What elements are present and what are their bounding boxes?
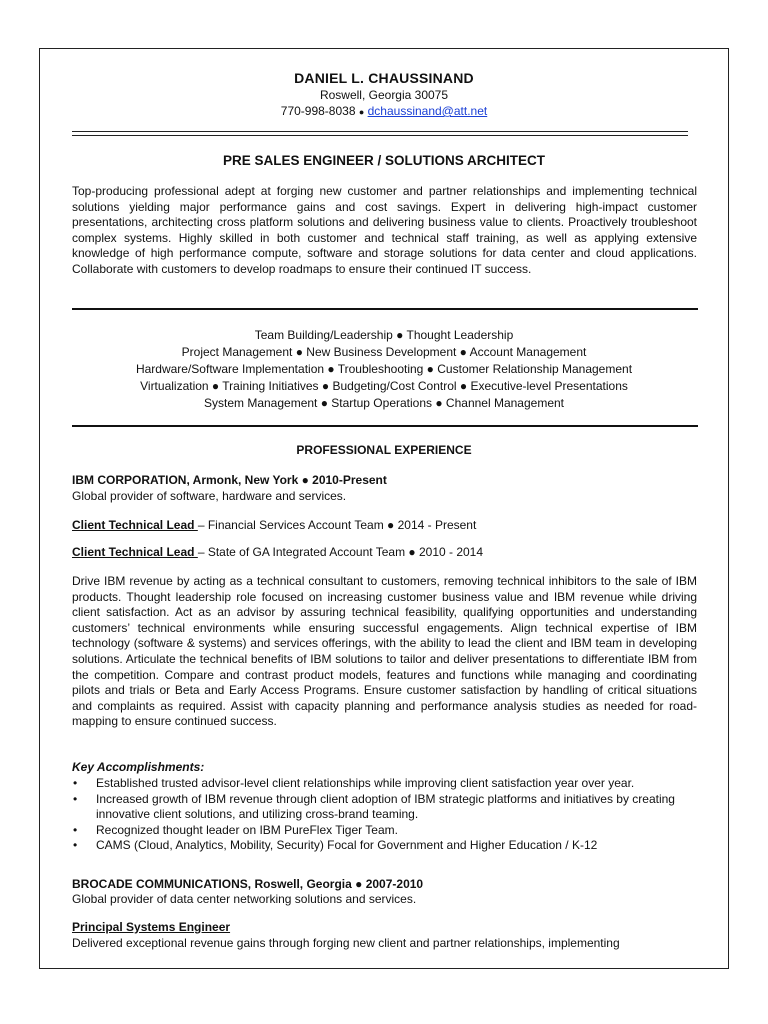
skills-line: Project Management ● New Business Development ● Account Management [181,345,587,359]
candidate-name: DANIEL L. CHAUSSINAND [294,70,474,86]
header-rule-top [72,131,688,132]
skills-line: System Management ● Startup Operations ● Channel Management [203,396,565,410]
bullet-glyph: • [73,776,78,790]
accomplishments-list [72,776,697,854]
accomplishment-text: Established trusted advisor-level client relationships while improving client satisfaction year over year. [96,776,635,790]
bullet-glyph: • [73,838,78,853]
summary-paragraph: Top-producing professional adept at forging new customer and partner relationships and implementing technical solutions yielding major performance gains and cost savings. Expert in delivering high-impact customer presentations, architecting cross platform solutions and delivering business value to clients. Proactively troubleshoot complex systems. Highly skilled in both customer and technical staff training, as well as applying extensive knowledge of high performance compute, software and storage solutions for data center and cloud applications. Collaborate with customers to develop roadmaps to ensure their continued IT success. [72,184,697,276]
role-detail: – State of GA Integrated Account Team ● 2010 - 2014 [197,545,484,559]
role-detail: – Financial Services Account Team ● 2014 - Present [197,518,477,532]
ibm-company-line: IBM CORPORATION, Armonk, New York ● 2010-Present [72,473,387,487]
role-title: Client Technical Lead [72,545,198,559]
brocade-narrative: Delivered exceptional revenue gains through forging new client and partner relationships, implementing [72,936,620,950]
email-link[interactable]: dchaussinand@att.net [367,104,488,118]
summary-rule [72,308,698,310]
key-accomplishments-title: Key Accomplishments: [72,760,205,774]
list-item [72,776,697,792]
section-title-experience: PROFESSIONAL EXPERIENCE [296,443,472,457]
list-item [72,792,697,823]
header-rule-bottom [72,135,688,136]
bullet-glyph: • [73,791,78,806]
accomplishment-text: Increased growth of IBM revenue through client adoption of IBM strategic platforms and initiatives by creating innovative client solutions, and utilizing cross-brand teaming. [96,791,675,822]
skills-rule [72,425,698,427]
skills-line: Virtualization ● Training Initiatives ● Budgeting/Cost Control ● Executive-level Presentations [140,379,628,393]
phone-number: 770-998-8038 [280,104,356,118]
brocade-company-line: BROCADE COMMUNICATIONS, Roswell, Georgia ● 2007-2010 [72,877,424,891]
ibm-narrative: Drive IBM revenue by acting as a technical consultant to customers, removing technical inhibitors to the sale of IBM products. Thought leadership role focused on increasing customer business value and IBM revenue while driving client satisfaction. Act as an advisor by assuring technical feasibility, qualifying opportunities and understanding customers’ technical environments while ensuring successful engagements. Align technical expertise of IBM technology (software & systems) and services offerings, with the ability to lead the client and IBM team in developing solutions. Articulate the technical benefits of IBM solutions to tailor and deliver presentations to differentiate IBM from the competition. Compare and contrast product models, features and functions while managing and coordinating pilots and trials or Beta and Early Access Programs. Ensure customer satisfaction by handling of critical situations and complaints as required. Assist with capacity planning and performance analysis studies as needed for road-mapping to ensure continued success. [72,574,697,729]
brocade-description: Global provider of data center networking solutions and services. [72,892,417,906]
accomplishment-text: Recognized thought leader on IBM PureFlex Tiger Team. [96,822,398,837]
ibm-role-1 [72,518,697,534]
ibm-role-2 [72,545,697,561]
contact-line [0,104,768,118]
bullet-glyph: • [73,822,78,837]
list-item [72,838,697,854]
candidate-address: Roswell, Georgia 30075 [319,88,449,102]
accomplishment-text: CAMS (Cloud, Analytics, Mobility, Security) Focal for Government and Higher Education / K-12 [96,838,598,853]
brocade-role-title: Principal Systems Engineer [72,920,231,934]
list-item [72,823,697,839]
role-title: Client Technical Lead [72,518,198,532]
skills-line: Hardware/Software Implementation ● Troubleshooting ● Customer Relationship Management [135,362,633,376]
headline-title: PRE SALES ENGINEER / SOLUTIONS ARCHITECT [222,153,546,168]
separator-bullet: ● [358,107,365,117]
skills-line: Team Building/Leadership ● Thought Leadership [254,328,514,342]
skills-list [0,327,768,412]
ibm-description: Global provider of software, hardware and services. [72,489,347,503]
